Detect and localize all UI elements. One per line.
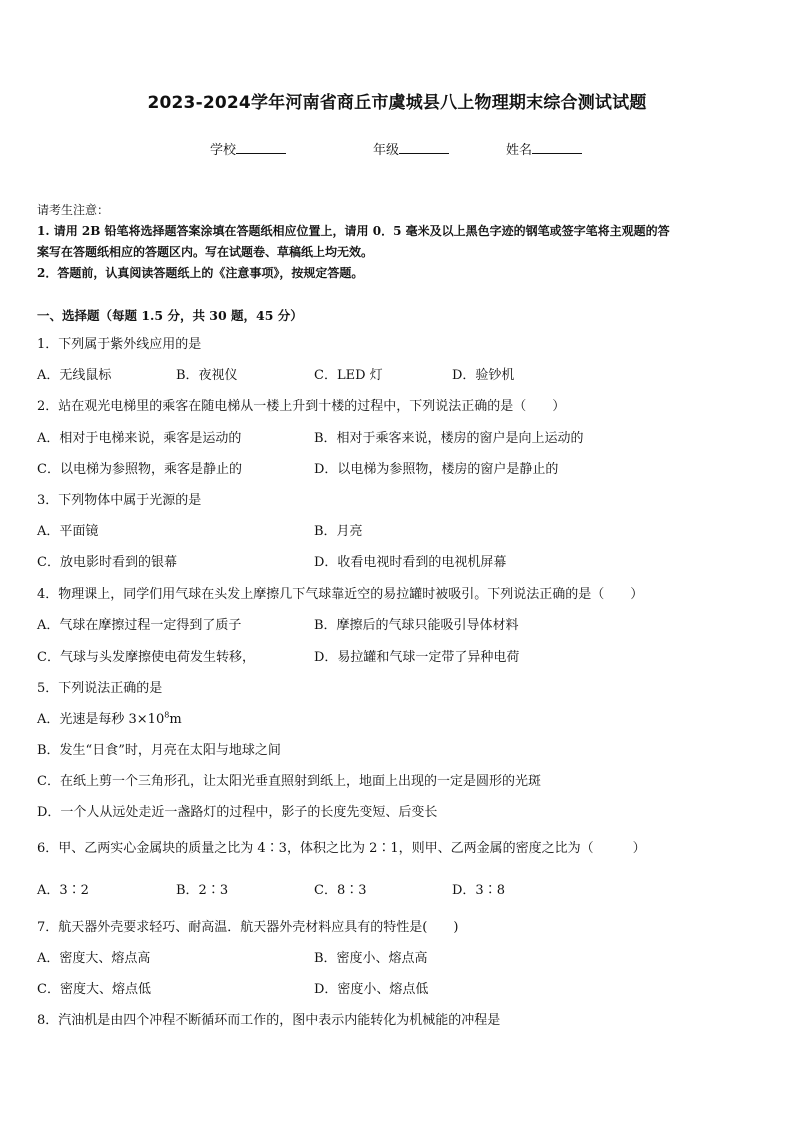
question-6-option-d: D．3∶8 [452,883,505,898]
question-4-option-c: C．气球与头发摩擦使电荷发生转移， [37,650,255,665]
notice-heading: 请考生注意： [37,203,110,217]
grade-blank[interactable] [399,141,449,154]
question-6-option-c: C．8∶3 [314,883,367,898]
question-7-stem: 7．航天器外壳要求轻巧、耐高温．航天器外壳材料应具有的特性是( ) [37,920,459,935]
question-6-option-a: A．3∶2 [37,883,89,898]
question-2-option-a: A．相对于电梯来说，乘客是运动的 [37,431,242,446]
question-5-stem: 5．下列说法正确的是 [37,681,163,696]
question-2-stem: 2．站在观光电梯里的乘客在随电梯从一楼上升到十楼的过程中，下列说法正确的是（ ） [37,399,566,414]
question-3-option-b: B．月亮 [314,524,363,539]
school-field[interactable] [210,139,286,158]
question-1-option-b: B．夜视仪 [176,368,238,383]
name-label: 姓名 [506,143,533,158]
question-5-unit: m [169,712,182,727]
question-3-option-a: A．平面镜 [37,524,99,539]
name-blank[interactable] [532,141,582,154]
question-8-stem: 8．汽油机是由四个冲程不断循环而工作的，图中表示内能转化为机械能的冲程是 [37,1013,501,1028]
question-2-option-c: C．以电梯为参照物，乘客是静止的 [37,462,242,477]
question-5-option-a [37,708,182,727]
grade-field[interactable] [373,139,449,158]
notice-item-1a: 1. 请用 2B 铅笔将选择题答案涂填在答题纸相应位置上，请用 0．5 毫米及以上黑色字迹的钢笔或签字笔将主观题的答 [37,224,670,238]
section-heading: 一、选择题（每题 1.5 分，共 30 题，45 分） [37,308,303,323]
question-5-option-d: D．一个人从远处走近一盏路灯的过程中，影子的长度先变短、后变长 [37,805,438,820]
question-1-option-d: D．验钞机 [452,368,515,383]
question-2-option-b: B．相对于乘客来说，楼房的窗户是向上运动的 [314,431,584,446]
question-7-option-d: D．密度小、熔点低 [314,982,429,997]
notice-item-1b: 案写在答题纸相应的答题区内。写在试题卷、草稿纸上均无效。 [37,245,374,259]
question-3-option-d: D．收看电视时看到的电视机屏幕 [314,555,507,570]
name-field[interactable] [506,139,582,158]
exam-notice [37,200,762,284]
question-7-option-b: B．密度小、熔点高 [314,951,428,966]
question-1-option-c: C．LED 灯 [314,368,383,383]
question-6-stem: 6．甲、乙两实心金属块的质量之比为 4∶3，体积之比为 2∶1，则甲、乙两金属的密度之比为（ ） [37,841,646,856]
question-2-option-d: D．以电梯为参照物，楼房的窗户是静止的 [314,462,559,477]
question-4-option-b: B．摩擦后的气球只能吸引导体材料 [314,618,519,633]
question-4-option-d: D．易拉罐和气球一定带了异种电荷 [314,650,520,665]
question-4-stem: 4．物理课上，同学们用气球在头发上摩擦几下气球靠近空的易拉罐时被吸引。下列说法正确的是（ ） [37,587,644,602]
question-3-option-c: C．放电影时看到的银幕 [37,555,177,570]
grade-label: 年级 [373,143,400,158]
question-5-option-c: C．在纸上剪一个三角形孔，让太阳光垂直照射到纸上，地面上出现的一定是圆形的光斑 [37,774,541,789]
question-1-stem: 1．下列属于紫外线应用的是 [37,337,202,352]
page-title: 2023-2024学年河南省商丘市虞城县八上物理期末综合测试试题 [147,93,647,113]
question-5-option-b: B．发生“日食”时，月亮在太阳与地球之间 [37,743,281,758]
question-5-exponent: 8 [164,710,170,720]
question-3-stem: 3．下列物体中属于光源的是 [37,493,202,508]
school-label: 学校 [210,143,237,158]
school-blank[interactable] [236,141,286,154]
question-7-option-c: C．密度大、熔点低 [37,982,151,997]
notice-item-2: 2．答题前，认真阅读答题纸上的《注意事项》，按规定答题。 [37,266,364,280]
question-6-option-b: B．2∶3 [176,883,229,898]
question-5-option-a-text: A．光速是每秒 3×10 [37,712,165,727]
question-4-option-a: A．气球在摩擦过程一定得到了质子 [37,618,242,633]
question-1-option-a: A．无线鼠标 [37,368,112,383]
question-7-option-a: A．密度大、熔点高 [37,951,151,966]
